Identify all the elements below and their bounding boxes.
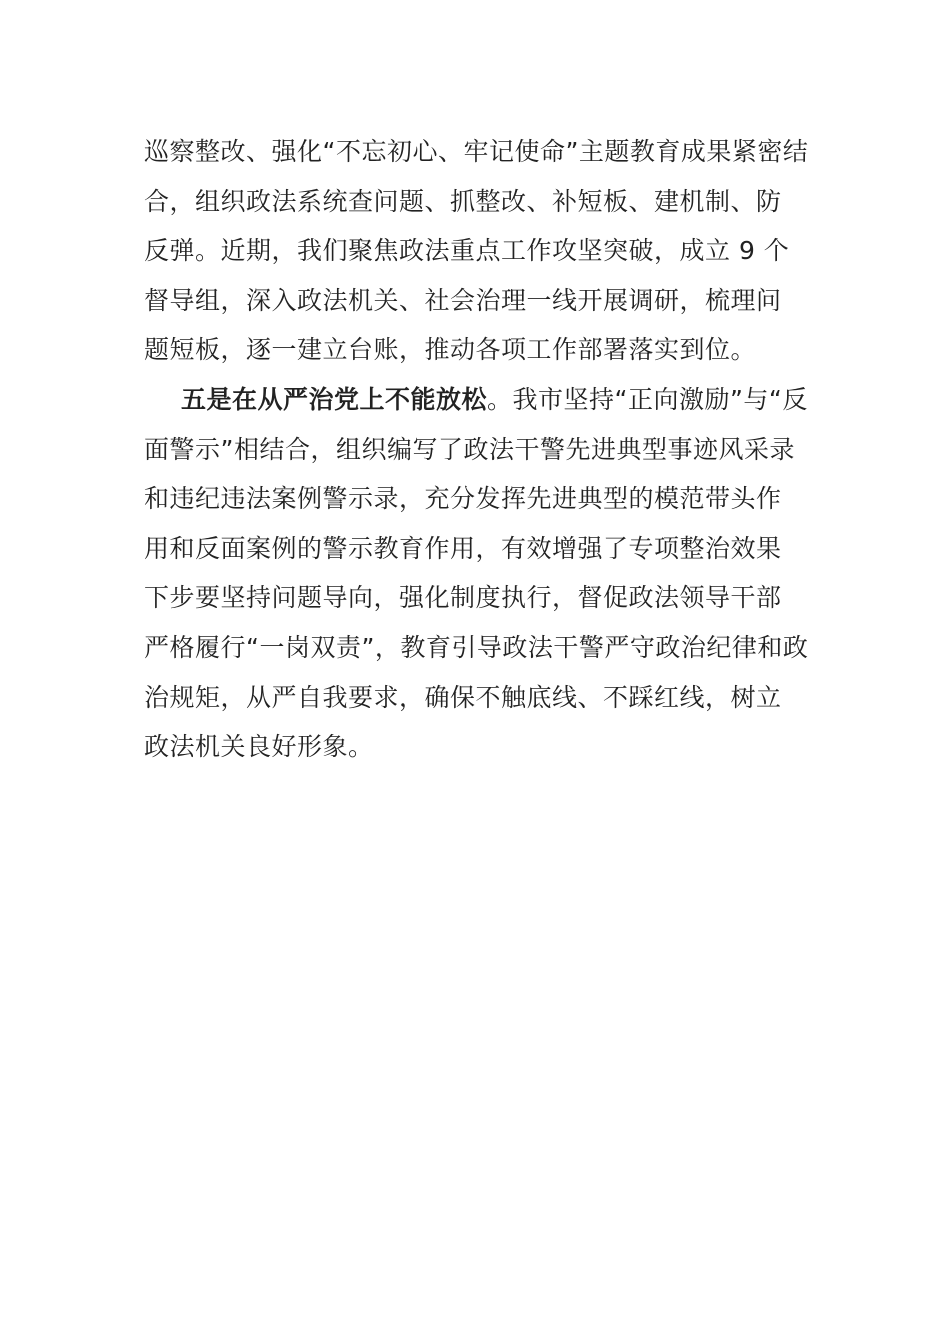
text-line: 用和反面案例的警示教育作用，有效增强了专项整治效果 bbox=[144, 533, 782, 563]
document-body bbox=[144, 127, 809, 772]
text-line: 巡察整改、强化“不忘初心、牢记使命”主题教育成果紧密结 bbox=[144, 137, 809, 166]
text-line: 面警示”相结合，组织编写了政法干警先进典型事迹风采录 bbox=[144, 434, 795, 464]
text-line: 反弹。近期，我们聚焦政法重点工作攻坚突破，成立 9 个 bbox=[144, 236, 790, 266]
paragraph-2 bbox=[144, 375, 809, 772]
text-line: 和违纪违法案例警示录，充分发挥先进典型的模范带头作 bbox=[144, 484, 782, 514]
text-line: 治规矩，从严自我要求，确保不触底线、不踩红线，树立 bbox=[144, 682, 782, 712]
paragraph-2-first-line bbox=[144, 375, 806, 425]
text-line: 严格履行“一岗双责”，教育引导政法干警严守政治纪律和政 bbox=[144, 632, 809, 662]
text-line: 督导组，深入政法机关、社会治理一线开展调研，梳理问 bbox=[144, 285, 782, 315]
text-line: 政法机关良好形象。 bbox=[144, 732, 374, 762]
text-run: 。我市坚持“正向激励”与“反 bbox=[487, 384, 808, 414]
text-line: 题短板，逐一建立台账，推动各项工作部署落实到位。 bbox=[144, 335, 757, 365]
paragraph-1 bbox=[144, 127, 809, 375]
text-line: 合，组织政法系统查问题、抓整改、补短板、建机制、防 bbox=[144, 186, 782, 216]
section-heading: 五是在从严治党上不能放松 bbox=[181, 384, 488, 414]
text-line: 下步要坚持问题导向，强化制度执行，督促政法领导干部 bbox=[144, 583, 782, 613]
